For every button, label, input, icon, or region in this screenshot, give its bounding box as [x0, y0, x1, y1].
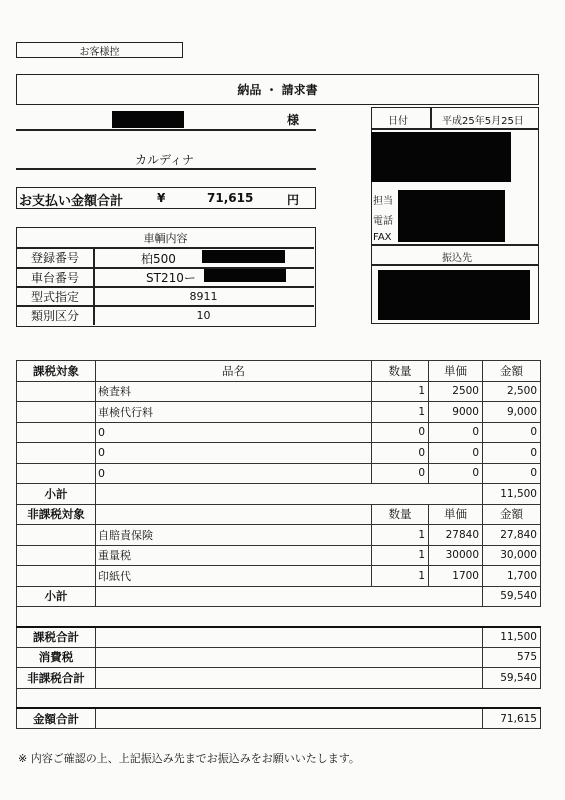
- redacted-company: [371, 132, 511, 182]
- redacted-contact: [398, 190, 505, 242]
- vehicle-row-value: 柏500: [141, 252, 176, 266]
- taxable-subtotal: 11,500: [483, 484, 541, 505]
- table-row: [17, 525, 541, 546]
- summary-label: 消費税: [17, 647, 96, 668]
- table-row: [17, 545, 541, 566]
- payment-total-box: [16, 187, 316, 209]
- table-row: [17, 402, 541, 423]
- item-unit-price: 9000: [429, 402, 483, 423]
- item-amount: 9,000: [483, 402, 541, 423]
- col-amount-header: 金額: [483, 504, 541, 525]
- honorific: 様: [287, 113, 300, 127]
- grand-total-value: 71,615: [483, 708, 541, 729]
- items-table: [16, 360, 541, 729]
- subtotal-label: 小計: [17, 586, 96, 607]
- nontaxable-category: 非課税対象: [17, 504, 96, 525]
- item-unit-price: 0: [429, 463, 483, 484]
- col-amount-header: 金額: [483, 361, 541, 382]
- redacted-customer-name: [112, 111, 184, 128]
- vehicle-row-value: 8911: [189, 289, 218, 303]
- yen-unit: 円: [287, 193, 300, 207]
- item-qty: 0: [372, 422, 429, 443]
- date-row-line: [371, 128, 539, 130]
- redacted-plate: [202, 250, 285, 263]
- item-amount: 0: [483, 422, 541, 443]
- col-name-header: 品名: [96, 361, 372, 382]
- item-qty: 1: [372, 545, 429, 566]
- taxable-subtotal-row: [17, 484, 541, 505]
- item-amount: 30,000: [483, 545, 541, 566]
- item-name: 重量税: [96, 545, 372, 566]
- vehicle-row-label: 類別区分: [30, 309, 79, 323]
- vehicle-row-label: 車台番号: [30, 270, 79, 285]
- item-amount: 2,500: [483, 381, 541, 402]
- redacted-bank: [378, 270, 530, 320]
- item-qty: 0: [372, 463, 429, 484]
- document-title: 納品 ・ 請求書: [16, 74, 539, 105]
- vehicle-row-value: ST210ー: [146, 271, 196, 285]
- summary-value: 11,500: [483, 627, 541, 648]
- item-amount: 0: [483, 463, 541, 484]
- tel-label: 電話: [373, 216, 393, 227]
- item-name: 印紙代: [96, 566, 372, 587]
- transfer-bottom-line: [371, 264, 539, 266]
- payment-total-label: お支払い金額合計: [19, 194, 124, 209]
- vehicle-row-label: 型式指定: [30, 289, 79, 304]
- summary-value: 59,540: [483, 668, 541, 689]
- summary-row: [17, 668, 541, 689]
- col-unit-header: 単価: [429, 361, 483, 382]
- date-divider: [430, 107, 432, 129]
- vehicle-row-value: 10: [196, 309, 211, 322]
- grand-total-label: 金額合計: [17, 708, 96, 729]
- item-amount: 0: [483, 443, 541, 464]
- item-qty: 1: [372, 525, 429, 546]
- item-qty: 1: [372, 402, 429, 423]
- table-row: [17, 422, 541, 443]
- vehicle-title: 車輌内容: [143, 231, 188, 245]
- summary-label: 非課税合計: [17, 668, 96, 689]
- date-label: 日付: [388, 116, 408, 127]
- table-row: [17, 381, 541, 402]
- footer-note: ※ 内容ご確認の上、上記振込み先までお振込みをお願いいたします。: [18, 752, 360, 765]
- summary-label: 課税合計: [17, 627, 96, 648]
- table-row: [17, 443, 541, 464]
- item-qty: 0: [372, 443, 429, 464]
- item-unit-price: 0: [429, 443, 483, 464]
- col-qty-header: 数量: [372, 361, 429, 382]
- tanto-label: 担当: [373, 196, 393, 207]
- item-unit-price: 27840: [429, 525, 483, 546]
- nontaxable-subtotal-row: [17, 586, 541, 607]
- item-unit-price: 0: [429, 422, 483, 443]
- summary-value: 575: [483, 647, 541, 668]
- nontaxable-subtotal: 59,540: [483, 586, 541, 607]
- nontaxable-header-row: [17, 504, 541, 525]
- summary-row: [17, 647, 541, 668]
- customer-underline: [16, 129, 316, 131]
- item-unit-price: 2500: [429, 381, 483, 402]
- table-row: [17, 566, 541, 587]
- spacer-row: [17, 688, 541, 708]
- transfer-top-line: [371, 244, 539, 246]
- item-amount: 27,840: [483, 525, 541, 546]
- summary-row: [17, 627, 541, 648]
- col-qty-header: 数量: [372, 504, 429, 525]
- item-unit-price: 1700: [429, 566, 483, 587]
- item-qty: 1: [372, 381, 429, 402]
- item-name: 0: [96, 422, 372, 443]
- copy-label: お客様控: [16, 42, 183, 58]
- payment-total-amount: 71,615: [207, 191, 254, 205]
- item-name: 0: [96, 463, 372, 484]
- item-name: 自賠責保険: [96, 525, 372, 546]
- item-unit-price: 30000: [429, 545, 483, 566]
- item-amount: 1,700: [483, 566, 541, 587]
- item-qty: 1: [372, 566, 429, 587]
- taxable-category: 課税対象: [17, 361, 96, 382]
- item-name: 検査料: [96, 381, 372, 402]
- date-value: 平成25年5月25日: [442, 116, 524, 127]
- taxable-header-row: [17, 361, 541, 382]
- yen-symbol: ¥: [157, 191, 166, 205]
- fax-label: FAX: [373, 232, 392, 243]
- grand-total-row: [17, 708, 541, 729]
- item-name: 0: [96, 443, 372, 464]
- spacer-row: [17, 607, 541, 627]
- car-name: カルディナ: [135, 153, 195, 167]
- col-unit-header: 単価: [429, 504, 483, 525]
- vehicle-row-label: 登録番号: [30, 251, 79, 265]
- table-row: [17, 463, 541, 484]
- vehicle-table: [16, 227, 316, 327]
- car-underline: [16, 168, 316, 170]
- item-name: 車検代行料: [96, 402, 372, 423]
- transfer-label: 振込先: [442, 253, 472, 264]
- subtotal-label: 小計: [17, 484, 96, 505]
- redacted-chassis: [204, 269, 286, 282]
